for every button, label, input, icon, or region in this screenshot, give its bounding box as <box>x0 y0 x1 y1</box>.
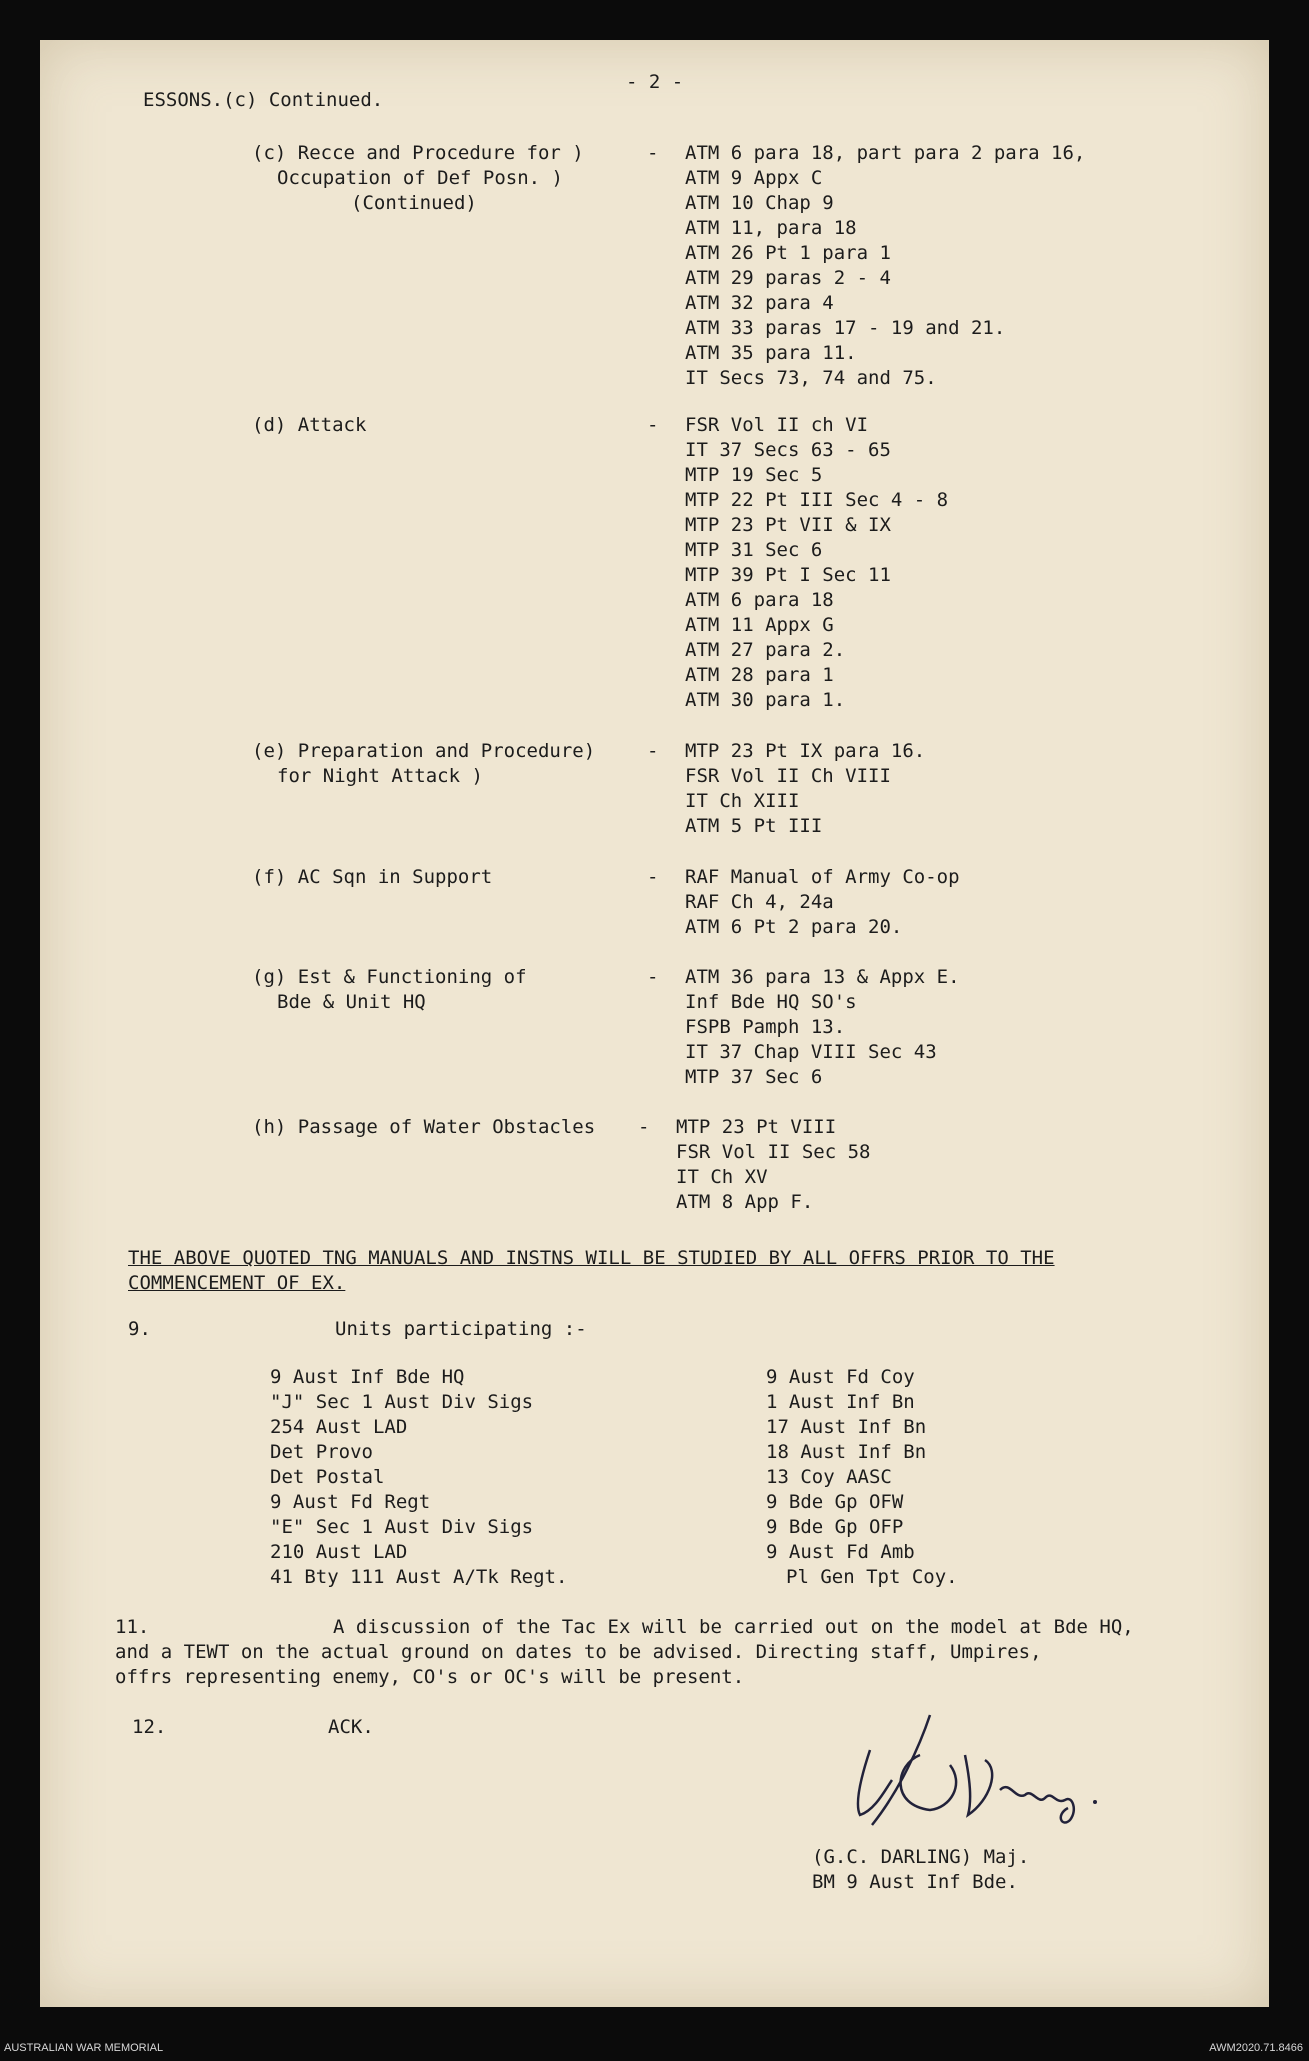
reference: ATM 30 para 1. <box>685 689 846 711</box>
signatory-appointment: BM 9 Aust Inf Bde. <box>812 1871 1018 1893</box>
unit: Pl Gen Tpt Coy. <box>786 1566 958 1588</box>
reference: IT Ch XV <box>676 1166 768 1188</box>
reference: FSPB Pamph 13. <box>685 1016 846 1038</box>
unit: Det Provo <box>270 1441 373 1463</box>
paragraph-text: ACK. <box>328 1716 374 1738</box>
lesson-title: (h) Passage of Water Obstacles <box>252 1116 596 1138</box>
reference: ATM 35 para 11. <box>685 342 857 364</box>
dash: - <box>647 740 659 762</box>
reference: ATM 36 para 13 & Appx E. <box>685 966 960 988</box>
reference: MTP 23 Pt VIII <box>676 1116 837 1138</box>
handwritten-signature <box>800 1710 1130 1830</box>
reference: MTP 23 Pt IX para 16. <box>685 740 926 762</box>
reference: MTP 23 Pt VII & IX <box>685 514 891 536</box>
reference: RAF Ch 4, 24a <box>685 891 834 913</box>
reference: ATM 9 Appx C <box>685 167 823 189</box>
lesson-title: (c) Recce and Procedure for ) <box>252 142 584 164</box>
footer-archive-name: AUSTRALIAN WAR MEMORIAL <box>4 2042 164 2054</box>
paragraph-number: 9. <box>128 1318 151 1340</box>
reference: Inf Bde HQ SO's <box>685 991 857 1013</box>
unit: 9 Aust Inf Bde HQ <box>270 1366 465 1388</box>
reference: ATM 6 Pt 2 para 20. <box>685 916 903 938</box>
study-notice: THE ABOVE QUOTED TNG MANUALS AND INSTNS WILL BE STUDIED BY ALL OFFRS PRIOR TO THE <box>128 1247 1055 1269</box>
reference: MTP 19 Sec 5 <box>685 464 823 486</box>
reference-list <box>685 739 925 839</box>
reference: ATM 10 Chap 9 <box>685 192 834 214</box>
unit: 17 Aust Inf Bn <box>766 1416 927 1438</box>
dash: - <box>647 966 659 988</box>
reference: ATM 27 para 2. <box>685 639 846 661</box>
reference: FSR Vol II ch VI <box>685 414 869 436</box>
reference: ATM 6 para 18, part para 2 para 16, <box>685 142 1086 164</box>
dash: - <box>647 414 659 436</box>
unit: 254 Aust LAD <box>270 1416 408 1438</box>
reference: MTP 31 Sec 6 <box>685 539 823 561</box>
unit: 9 Bde Gp OFP <box>766 1516 904 1538</box>
section-header: ESSONS.(c) Continued. <box>143 89 384 111</box>
reference-list <box>685 141 1085 391</box>
reference: ATM 33 paras 17 - 19 and 21. <box>685 317 1006 339</box>
reference: RAF Manual of Army Co-op <box>685 866 960 888</box>
unit: 9 Aust Fd Regt <box>270 1491 431 1513</box>
units-right-column <box>766 1365 958 1590</box>
units-heading: Units participating :- <box>335 1318 587 1340</box>
lesson-title: (f) AC Sqn in Support <box>252 866 493 888</box>
paragraph-number: 12. <box>132 1716 167 1738</box>
reference: ATM 11, para 18 <box>685 217 857 239</box>
unit: "J" Sec 1 Aust Div Sigs <box>270 1391 534 1413</box>
lesson-title: Bde & Unit HQ <box>277 991 426 1013</box>
reference: IT Secs 73, 74 and 75. <box>685 367 937 389</box>
unit: 13 Coy AASC <box>766 1466 892 1488</box>
lesson-title: for Night Attack ) <box>277 765 483 787</box>
unit: 9 Bde Gp OFW <box>766 1491 904 1513</box>
reference-list <box>685 965 960 1090</box>
reference: MTP 39 Pt I Sec 11 <box>685 564 891 586</box>
reference: FSR Vol II Sec 58 <box>676 1141 871 1163</box>
reference: ATM 28 para 1 <box>685 664 834 686</box>
unit: 1 Aust Inf Bn <box>766 1391 915 1413</box>
reference: ATM 32 para 4 <box>685 292 834 314</box>
lesson-title: (g) Est & Functioning of <box>252 966 527 988</box>
unit: 41 Bty 111 Aust A/Tk Regt. <box>270 1566 568 1588</box>
reference: IT 37 Chap VIII Sec 43 <box>685 1041 937 1063</box>
reference: IT 37 Secs 63 - 65 <box>685 439 891 461</box>
reference: ATM 5 Pt III <box>685 815 823 837</box>
page-number: - 2 - <box>626 71 684 93</box>
reference-list <box>685 865 960 940</box>
footer-accession-number: AWM2020.71.8466 <box>1209 2042 1303 2054</box>
reference: ATM 26 Pt 1 para 1 <box>685 242 891 264</box>
reference: FSR Vol II Ch VIII <box>685 765 891 787</box>
unit: 9 Aust Fd Coy <box>766 1366 915 1388</box>
lesson-title: Occupation of Def Posn. ) <box>277 167 563 189</box>
dash: - <box>647 142 659 164</box>
unit: 210 Aust LAD <box>270 1541 408 1563</box>
unit: Det Postal <box>270 1466 385 1488</box>
dash: - <box>638 1116 650 1138</box>
unit: "E" Sec 1 Aust Div Sigs <box>270 1516 534 1538</box>
reference: MTP 22 Pt III Sec 4 - 8 <box>685 489 949 511</box>
reference-list <box>676 1115 870 1215</box>
paragraph-number: 11. <box>115 1616 150 1638</box>
study-notice: COMMENCEMENT OF EX. <box>128 1272 346 1294</box>
lesson-title: (d) Attack <box>252 414 367 436</box>
document-page <box>40 40 1269 2007</box>
unit: 9 Aust Fd Amb <box>766 1541 915 1563</box>
reference-list <box>685 413 948 713</box>
lesson-title: (e) Preparation and Procedure) <box>252 740 596 762</box>
lesson-title: (Continued) <box>351 192 477 214</box>
reference: ATM 11 Appx G <box>685 614 834 636</box>
units-left-column <box>270 1365 567 1590</box>
paragraph-text: A discussion of the Tac Ex will be carried out on the model at Bde HQ, <box>333 1616 1134 1638</box>
paragraph-text: and a TEWT on the actual ground on dates to be advised. Directing staff, Umpires, <box>115 1641 1042 1663</box>
reference: ATM 8 App F. <box>676 1191 814 1213</box>
reference: ATM 6 para 18 <box>685 589 834 611</box>
dash: - <box>647 866 659 888</box>
paragraph-text: offrs representing enemy, CO's or OC's will be present. <box>115 1666 745 1688</box>
reference: IT Ch XIII <box>685 790 800 812</box>
reference: ATM 29 paras 2 - 4 <box>685 267 891 289</box>
unit: 18 Aust Inf Bn <box>766 1441 927 1463</box>
signatory-name: (G.C. DARLING) Maj. <box>812 1846 1030 1868</box>
reference: MTP 37 Sec 6 <box>685 1066 823 1088</box>
